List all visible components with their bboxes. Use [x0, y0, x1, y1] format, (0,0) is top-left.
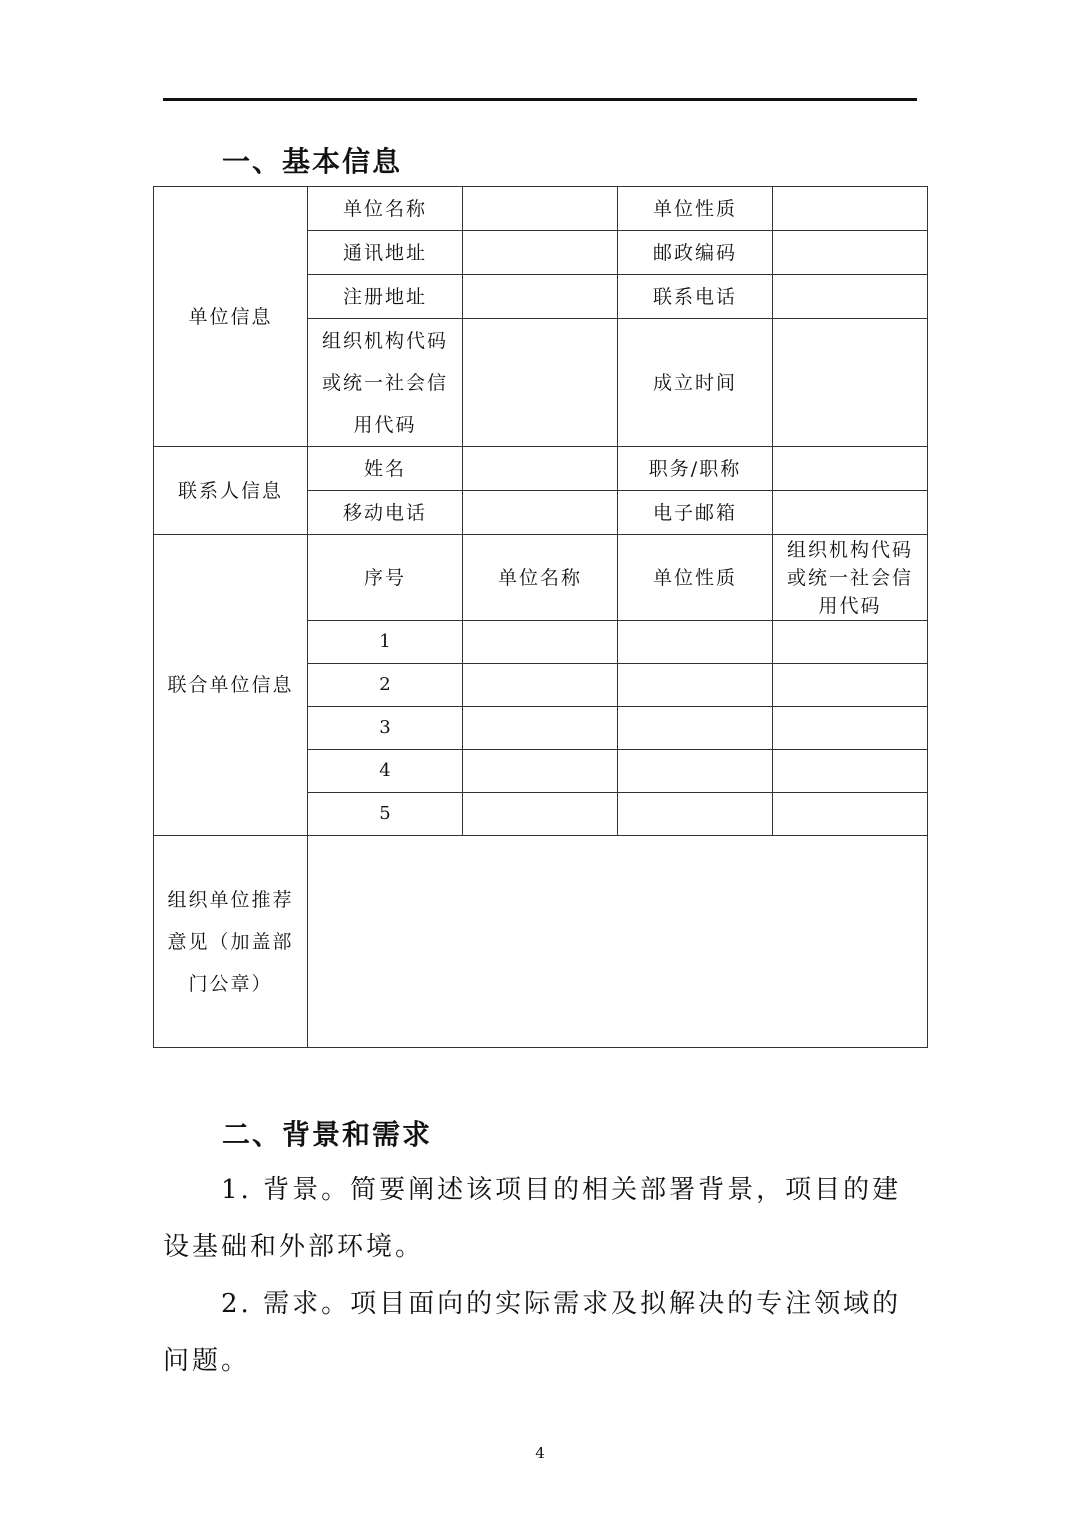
unit-name-label: 单位名称: [308, 187, 463, 231]
joint-nature-field[interactable]: [618, 707, 773, 750]
joint-code-field[interactable]: [773, 621, 928, 664]
joint-name-field[interactable]: [463, 664, 618, 707]
joint-nature-field[interactable]: [618, 621, 773, 664]
mailing-address-label: 通讯地址: [308, 231, 463, 275]
section-heading-basic-info: 一、基本信息: [222, 145, 403, 178]
mobile-label: 移动电话: [308, 491, 463, 535]
joint-nature-field[interactable]: [618, 750, 773, 793]
joint-header-name: 单位名称: [463, 535, 618, 621]
contact-name-field[interactable]: [463, 447, 618, 491]
joint-row-index: 5: [308, 793, 463, 836]
contact-phone-label: 联系电话: [618, 275, 773, 319]
unit-nature-label: 单位性质: [618, 187, 773, 231]
contact-phone-field[interactable]: [773, 275, 928, 319]
joint-row-index: 2: [308, 664, 463, 707]
mobile-field[interactable]: [463, 491, 618, 535]
postcode-field[interactable]: [773, 231, 928, 275]
org-code-label: 组织机构代码或统一社会信用代码: [308, 319, 463, 447]
joint-header-index: 序号: [308, 535, 463, 621]
table-row: [154, 836, 928, 1048]
joint-header-nature: 单位性质: [618, 535, 773, 621]
joint-row-index: 3: [308, 707, 463, 750]
joint-row-index: 4: [308, 750, 463, 793]
table-row: [154, 187, 928, 231]
joint-row-index: 1: [308, 621, 463, 664]
email-field[interactable]: [773, 491, 928, 535]
basic-info-table: [153, 186, 928, 1048]
contact-info-group-label: 联系人信息: [154, 447, 308, 535]
table-row: [154, 447, 928, 491]
email-label: 电子邮箱: [618, 491, 773, 535]
recommendation-field[interactable]: [308, 836, 928, 1048]
joint-name-field[interactable]: [463, 793, 618, 836]
unit-nature-field[interactable]: [773, 187, 928, 231]
postcode-label: 邮政编码: [618, 231, 773, 275]
org-code-field[interactable]: [463, 319, 618, 447]
joint-code-field[interactable]: [773, 793, 928, 836]
joint-nature-field[interactable]: [618, 793, 773, 836]
founded-date-label: 成立时间: [618, 319, 773, 447]
joint-header-code: 组织机构代码或统一社会信用代码: [773, 535, 928, 621]
founded-date-field[interactable]: [773, 319, 928, 447]
unit-info-group-label: 单位信息: [154, 187, 308, 447]
contact-name-label: 姓名: [308, 447, 463, 491]
mailing-address-field[interactable]: [463, 231, 618, 275]
joint-code-field[interactable]: [773, 707, 928, 750]
joint-code-field[interactable]: [773, 664, 928, 707]
requirements-paragraph: 2. 需求。项目面向的实际需求及拟解决的专注领域的问题。: [163, 1289, 902, 1376]
contact-title-label: 职务/职称: [618, 447, 773, 491]
joint-code-field[interactable]: [773, 750, 928, 793]
joint-name-field[interactable]: [463, 621, 618, 664]
contact-title-field[interactable]: [773, 447, 928, 491]
section-heading-background: 二、背景和需求: [222, 1118, 433, 1151]
registered-address-field[interactable]: [463, 275, 618, 319]
page-number: 4: [535, 1444, 545, 1462]
header-rule: [163, 98, 917, 101]
joint-nature-field[interactable]: [618, 664, 773, 707]
recommendation-label: 组织单位推荐意见（加盖部门公章）: [154, 836, 308, 1048]
registered-address-label: 注册地址: [308, 275, 463, 319]
background-paragraph: 1. 背景。简要阐述该项目的相关部署背景，项目的建设基础和外部环境。: [163, 1175, 902, 1262]
joint-units-group-label: 联合单位信息: [154, 535, 308, 836]
joint-name-field[interactable]: [463, 750, 618, 793]
joint-name-field[interactable]: [463, 707, 618, 750]
unit-name-field[interactable]: [463, 187, 618, 231]
table-row: [154, 535, 928, 621]
